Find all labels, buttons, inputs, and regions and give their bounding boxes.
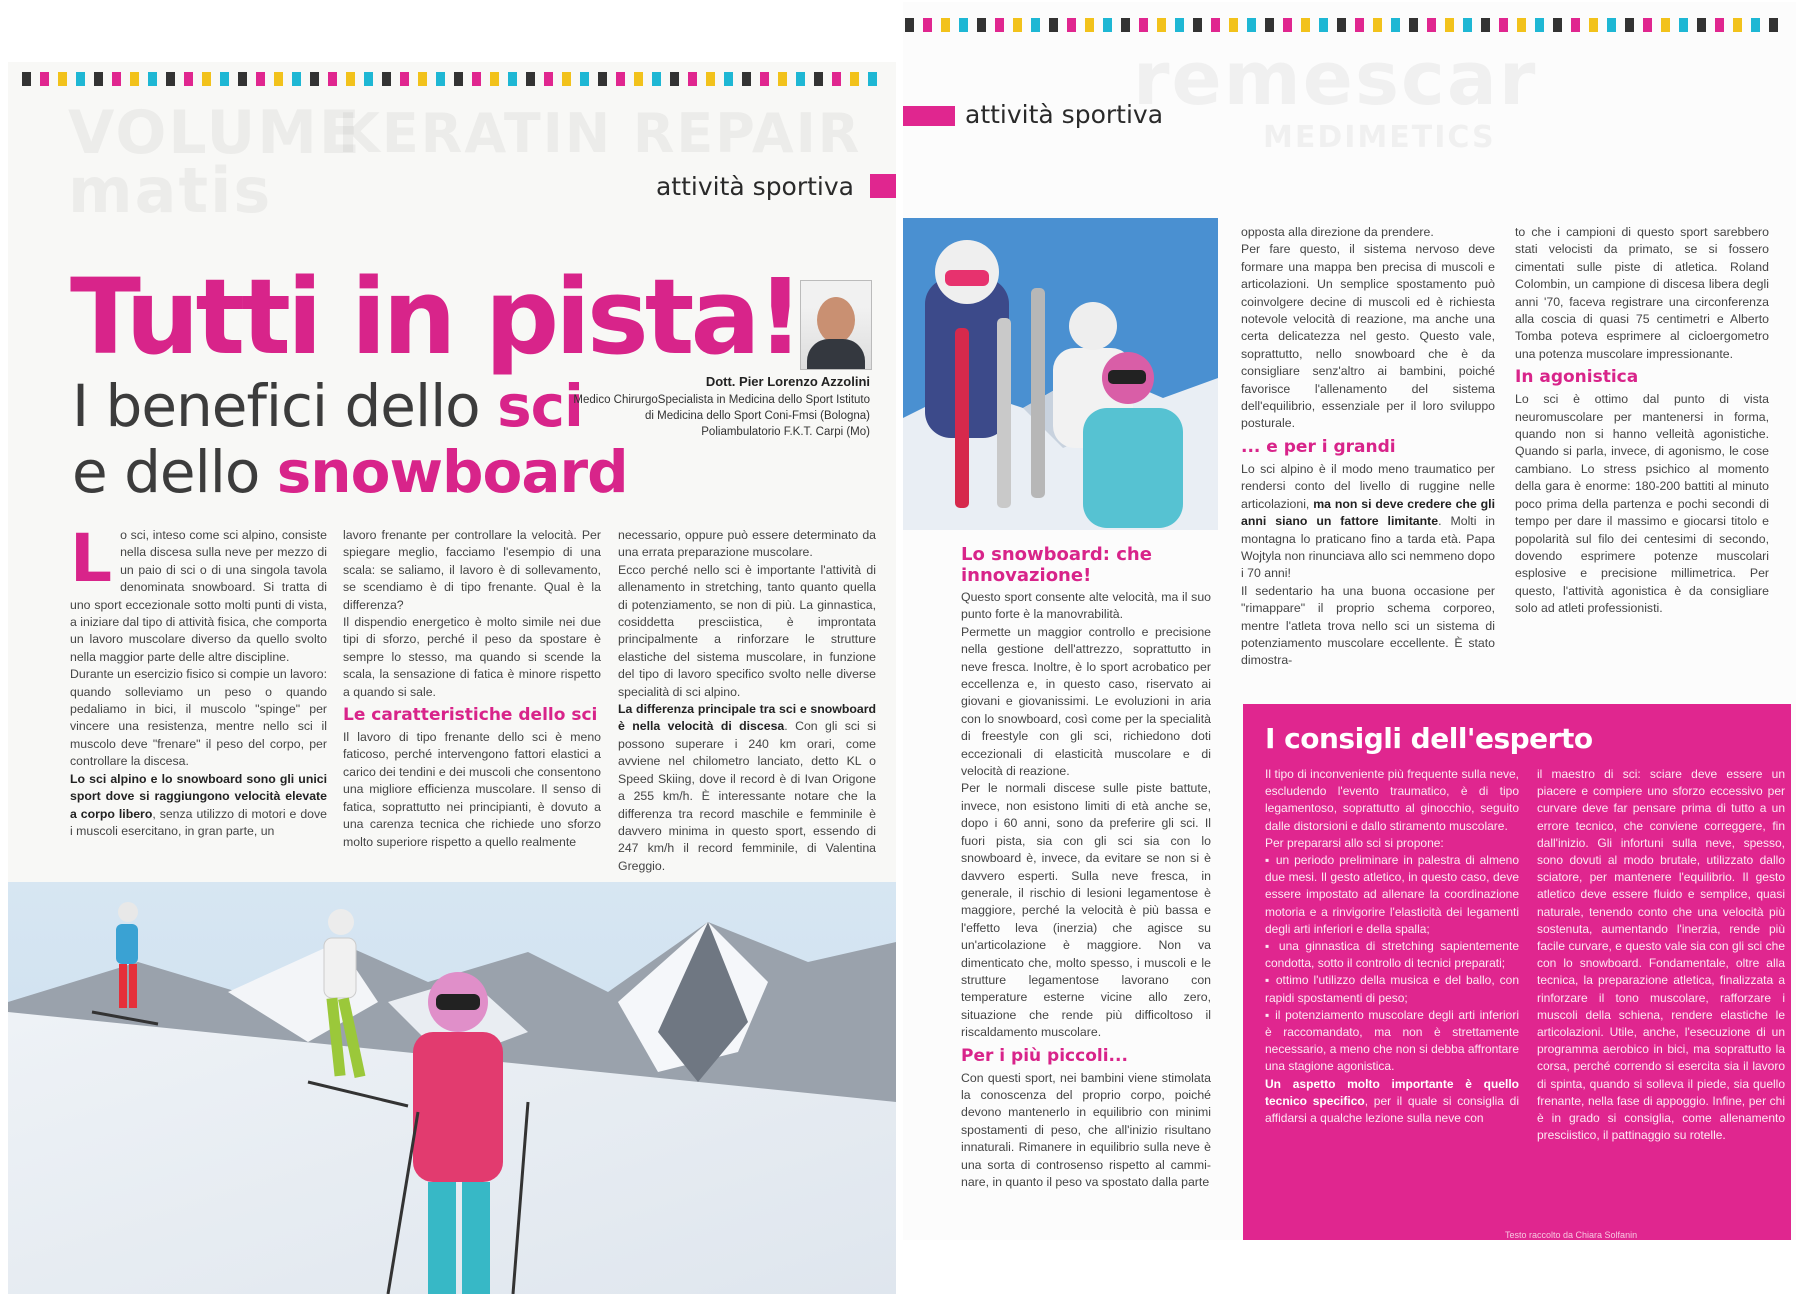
subtitle-highlight: sci — [497, 372, 583, 440]
ghost-bleed-text: VOLUME — [68, 98, 362, 168]
author-name: Dott. Pier Lorenzo Azzolini — [705, 374, 870, 389]
article-column-b: opposta alla direzione da prendere. Per fare questo, il sistema nervoso deve formare una mappa ben precisa di muscoli e articolazioni. Un semplice spostamento può coinvolgere decine di muscoli ed è richiesta notevole velocità di reazione, ma anche una certa delicatezza nel gesto. Questo vale, soprattutto, nello snowboard che è da consigliare senz'altro ai bambini, poiché favorisce l'allenamento del sistema dell'equilibrio, essenziale per il loro sviluppo posturale. ... e per i grandi Lo sci alpino è il modo meno traumatico per rendersi conto del livello di ruggine nelle articolazioni, ma non si deve credere che gli anni siano un fattore limitante. Molti in montagna lo praticano fino a tarda età. Papa Wojtyla non rinunciava allo sci nemmeno dopo i 70 anni! Il sedentario ha una buona occasione per "rimappare" il proprio schema corporeo, mentre l'atleta trova nello sci un sistema di potenziamento muscolare eccellente. È stato dimostra- — [1241, 225, 1495, 668]
kids-skiing-illustration — [903, 218, 1218, 530]
decorative-dot-strip — [22, 72, 882, 86]
subheading: ... e per i grandi — [1241, 436, 1396, 457]
drop-cap: L — [70, 520, 113, 597]
subheading: Per i più piccoli... — [961, 1045, 1128, 1066]
skiers-on-mountain-photo — [8, 882, 896, 1294]
ghost-bleed-text: KERATIN REPAIR — [338, 102, 862, 165]
section-tab — [903, 106, 955, 126]
ghost-bleed-text: matis — [68, 154, 273, 227]
ski-slope-illustration — [8, 882, 896, 1294]
subheading: Lo snowboard: che innovazione! — [961, 544, 1152, 586]
article-subtitle-line2: e dello snowboard — [72, 438, 628, 506]
expert-box-title: I consigli dell'esperto — [1265, 722, 1593, 755]
right-magazine-page — [903, 2, 1796, 1240]
left-magazine-page — [8, 62, 896, 1294]
expert-column-2: il maestro di sci: sciare deve essere un piacere e compiere uno sforzo eccessivo per curvare deve far pensare prima di tutto a un errore tecnico, che conviene correggere, fin dall'inizio. Gli infortuni sulla neve, spesso, sono dovuti al modo brutale, utilizzato dallo sciatore, per mantenere l'equilibrio. Il gesto atletico deve essere fluido e semplice, quasi naturale, tenendo conto che una velocità più sostenuta, aumentando l'inerzia, rende più facile curvare, e questo vale sia con gli sci che con lo snowboard. Fondamentale, oltre alla tecnica, la preparazione atletica, finalizzata a rinforzare il tono muscolare, rafforzare i muscoli della schiena, rendere elastiche le articolazioni. Utile, anche, l'esecuzione di un programma aerobico in bici, ma soprattutto la corsa, perché correndo si esercita sia il lavoro di spinta, quando si solleva il piede, sia quello frenante, nella fase di appoggio. Infine, per chi è in grado si consiglia, come allenamento presciistico, il pattinaggio su rotelle. — [1537, 767, 1785, 1143]
article-column-a: Lo snowboard: che innovazione! Questo sport consente alte velocità, ma il suo punto forte è la manovrabilità. Permette un maggior controllo e precisione nella gestione dell'attrezzo, soprattutto in neve fresca. Inoltre, è lo sport acrobatico per eccellenza e, in questo caso, riservato ai giovani e giovanissimi. Le evoluzioni in aria con lo snowboard, così come per la specialità di freestyle con gli sci, richiedono doti eccezionali di elasticità muscolare e di velocità di reazione. Per le normali discese sulle piste battute, invece, non esistono limiti di età anche se, dopo i 60 anni, sono da preferire gli sci. Il fuori pista, sia con gli sci sia con lo snowboard è, invece, da evitare se non si è davvero esperti. Sulla neve fresca, in generale, il rischio di lesioni legamentose è maggiore, perché la velocità è più bassa e l'effetto leva (inerzia) che agisce su un'articolazione è maggiore. Non va dimenticato che, molto spesso, i muscoli e le strutture legamentose lavorano con temperature esterne vicine allo zero, situazione che rende più difficoltoso il riscaldamento muscolare. Per i più piccoli... Con questi sport, nei bambini viene stimolata la conoscenza del proprio corpo, poiché devono mantenerlo in equilibrio con minimi spostamenti di peso, che all'inizio risultano innaturali. Rimanere in equilibrio sulla neve è una sorta di controsenso rispetto al camminare, in quanto il peso va spostato dalla parte — [961, 544, 1211, 1189]
section-tab — [870, 174, 896, 198]
article-title: Tutti in pista! — [70, 256, 801, 378]
text-credit: Testo raccolto da Chiara Solfanin — [1505, 1230, 1638, 1240]
author-portrait — [800, 280, 872, 370]
ghost-bleed-text: remescar — [1133, 36, 1538, 122]
article-column-c: to che i campioni di questo sport sarebbero stati velocisti da primato, se si fossero cimentati sulle piste di atletica. Roland Colombin, un campione di discesa libera degli anni '70, faceva registrare una circonferenza alla coscia di quasi 75 centimetri e Alberto Tomba poteva esprimere al cicloergometro una potenza muscolare impressionante. In agonistica Lo sci è ottimo dal punto di vista neuromuscolare per mantenersi in forma, quando non si hanno velleità agonistiche. Quando si parla, invece, di agonismo, le cose cambiano. Lo stress psichico al momento della gara è enorme: 180-200 battiti al minuto poco prima della partenza e pochi secondi di tempo per dare il massimo e giocarsi titolo e popolarità sul filo dei centesimi di secondo, dovendo esprimere potenze muscolari esplosive e precisione millimetrica. Per questo, l'attività agonistica è da consigliare solo ad atleti professionisti. — [1515, 225, 1769, 616]
article-subtitle-line1: I benefici dello sci — [72, 372, 583, 440]
subheading: Le caratteristiche dello sci — [343, 705, 598, 726]
kids-with-skis-photo — [903, 218, 1218, 530]
subtitle-highlight: snowboard — [276, 438, 628, 506]
expert-tips-box — [1243, 704, 1791, 1240]
article-column-3: necessario, oppure può essere determinato da una errata preparazione muscolare. Ecco perché nello sci è importante l'attività di allenamento in stretching, tanto quanto quella di potenziamento, se non di più. La ginnastica, cosiddetta presciistica, è improntata principalmente a rinforzare le strutture elastiche del sistema muscolare, in funzione del tipo di lavoro specifico svolto nelle diverse specialità di sci alpino. La differenza principale tra sci e snowboard è nella velocità di discesa. Con gli sci si possono superare i 240 km orari, come avviene nel chilometro lanciato, detto KL o Speed Skiing, dove il record è di Ivan Origone a 255 km/h. È interessante notare che la differenza tra record maschile e femminile è davvero minima in questo sport, essendo di 247 km/h il record femminile, di Valentina Greggio. — [618, 528, 877, 873]
subheading: In agonistica — [1515, 367, 1639, 388]
section-label: attività sportiva — [965, 100, 1164, 129]
article-column-1: Lo sci, inteso come sci alpino, consiste nella discesa sulla neve per mezzo di un paio di sci o di una singola tavola denominata snowboard. Si tratta di uno sport eccezionale sotto molti punti di vista, a iniziare dal tipo di attività fisica, che comporta un lavoro muscolare diverso da quello svolto nella maggior parte delle altre discipline. Durante un esercizio fisico si compie un lavoro: quando solleviamo un peso o quando pedaliamo in bici, il muscolo "spinge" per vincere una resistenza, mentre nello sci il muscolo deve "frenare" il peso del corpo, per controllare la discesa. Lo sci alpino e lo snowboard sono gli unici sport dove si raggiungono velocità elevate a corpo libero, senza utilizzo di motori e dove i muscoli esercitano, in gran parte, un — [70, 520, 327, 838]
expert-column-1: Il tipo di inconveniente più frequente sulla neve, escludendo l'evento traumatico, è di tipo legamentoso, soprattutto al ginocchio, seguito dalle distorsioni e dallo stiramento muscolare. Per prepararsi allo sci si propone: ▪ un periodo preliminare in palestra di almeno due mesi. Il gesto atletico, in questo caso, deve essere impostato ad allenare la coordinazione motoria e a rinvigorire l'elasticità dei legamenti degli arti inferiori e della spalla; ▪ una ginnastica di stretching sapientemente condotta, sotto il controllo di tecnici preparati; ▪ ottimo l'utilizzo della musica e del ballo, con rapidi spostamenti di peso; ▪ il potenziamento muscolare degli arti inferiori è raccomandato, ma non è strettamente necessario, a meno che non si debba affrontare una stagione agonistica. Un aspetto molto importante è quello tecnico specifico, per il quale si consiglia di affidarsi a qualche lezione sulla neve con — [1265, 767, 1519, 1126]
list-item: ▪ una ginnastica di stretching sapientemente condotta, sotto il controllo di tecnici preparati; — [1265, 939, 1519, 971]
ghost-bleed-text: MEDIMETICS — [1263, 120, 1496, 155]
decorative-dot-strip — [905, 18, 1785, 32]
list-item: ▪ il potenziamento muscolare degli arti inferiori è raccomandato, ma non è strettamente necessario, a meno che non si debba affrontare una stagione agonistica. — [1265, 1007, 1519, 1074]
list-item: ▪ ottimo l'utilizzo della musica e del ballo, con rapidi spostamenti di peso; — [1265, 973, 1519, 1005]
section-label: attività sportiva — [655, 172, 854, 201]
list-item: ▪ un periodo preliminare in palestra di almeno due mesi. Il gesto atletico, in questo caso, deve essere impostato ad allenare la coordinazione motoria e a rinvigorire l'elasticità dei legamenti degli arti inferiori e della spalla; — [1265, 853, 1519, 936]
article-column-2: lavoro frenante per controllare la velocità. Per spiegare meglio, facciamo l'esempio di una scala: se saliamo, il lavoro è di sollevamento, se scendiamo è di tipo frenante. Qual è la differenza? Il dispendio energetico è molto simile nei due tipi di sforzo, perché il peso da spostare è sempre lo stesso, ma quando si scende la scala, la sensazione di fatica è minore rispetto a quando si sale. Le caratteristiche dello sci Il lavoro di tipo frenante dello sci è meno faticoso, perché intervengono fattori elastici a carico dei tendini e dei muscoli che consentono una migliore efficienza muscolare. Il senso di fatica, soprattutto nei principianti, è dovuto a una carenza tecnica che richiede uno sforzo molto superiore rispetto a quello realmente — [343, 528, 601, 849]
author-role: Medico ChirurgoSpecialista in Medicina dello Sport Istituto di Medicina dello Sport Coni-Fmsi (Bologna) Poliambulatorio F.K.T. Carpi (Mo) — [573, 394, 870, 438]
